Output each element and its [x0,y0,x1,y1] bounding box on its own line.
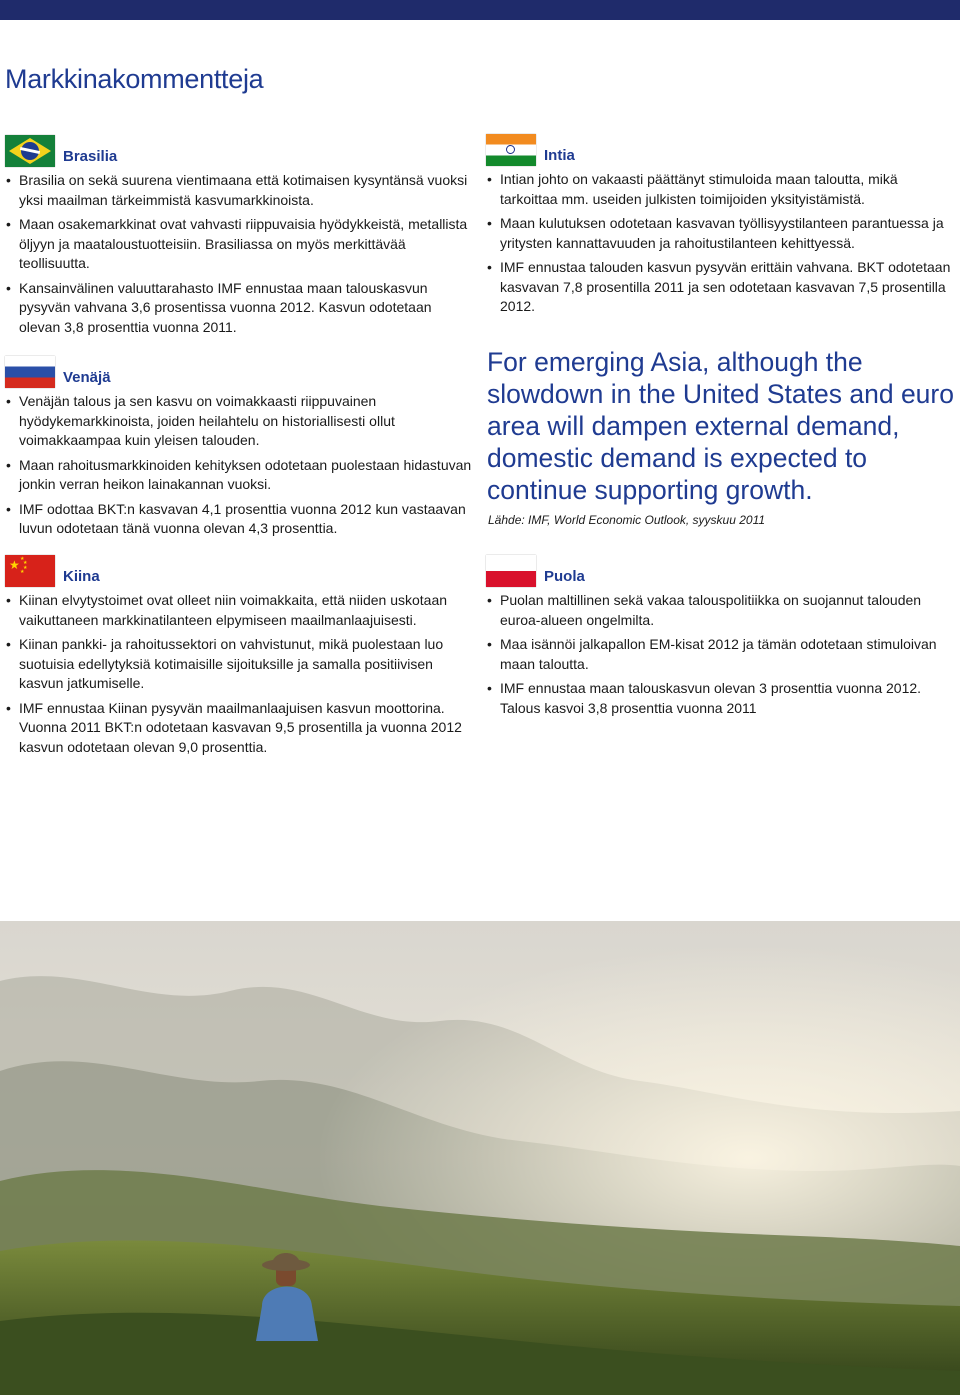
list-item: • Kansainvälinen valuuttarahasto IMF ennustaa maan talouskasvun pysyvän vahvana 3,6 prosentissa vuonna 2012. Kasvun odotetaan olevan 3,8 prosenttia vuonna 2011. [5,279,473,338]
list-item: • Maan rahoitusmarkkinoiden kehityksen odotetaan puolestaan hidastuvan jonkin verran heikon lainakannan vuoksi. [5,456,473,495]
bullet-list-china [5,591,473,757]
india-flag-icon [486,134,536,166]
country-heading-poland: Puola [544,568,585,585]
country-section-russia [5,356,473,544]
list-item: • IMF ennustaa Kiinan pysyvän maailmanlaajuisen kasvun moottorina. Vuonna 2011 BKT:n odotetaan kasvavan 9,5 prosentilla ja vuonna 2012 kasvun odotetaan olevan 9,0 prosenttia. [5,699,473,758]
russia-flag-icon [5,356,55,388]
list-item: • Maan kulutuksen odotetaan kasvavan työllisyystilanteen parantuessa ja yritysten kannattavuuden ja rahoitustilanteen kehittyessä. [486,214,957,253]
landscape-photo [0,921,960,1395]
list-item: • Puolan maltillinen sekä vakaa talouspolitiikka on suojannut talouden euroa-alueen ongelmilta. [486,591,957,630]
list-item: • IMF ennustaa talouden kasvun pysyvän erittäin vahvana. BKT odotetaan kasvavan 7,8 prosentilla 2011 ja sen odotetaan kasvavan 7,5 prosentilla 2012. [486,258,957,317]
bullet-list-poland [486,591,957,718]
country-section-china [5,555,473,762]
list-item: • Maa isännöi jalkapallon EM-kisat 2012 ja tämän odotetaan stimuloivan maan taloutta. [486,635,957,674]
country-section-india [486,134,957,322]
poland-flag-icon [486,555,536,587]
list-item: • Kiinan elvytystoimet ovat olleet niin voimakkaita, että niiden uskotaan vaikuttaneen markkinatilanteen elpymiseen maailmanlaajuisesti. [5,591,473,630]
brazil-flag-icon [5,135,55,167]
list-item: • Kiinan pankki- ja rahoitussektori on vahvistunut, mikä puolestaan luo suotuisia edellytyksiä kotimaisille sijoituksille ja samalla positiivisen kasvun jatkumiselle. [5,635,473,694]
top-bar [0,0,960,20]
page-title: Markkinakommentteja [5,64,264,94]
bullet-list-brazil [5,171,473,337]
country-heading-brazil: Brasilia [63,148,118,165]
list-item: • Maan osakemarkkinat ovat vahvasti riippuvaisia hyödykkeistä, metallista öljyyn ja maataloustuotteisiin. Brasiliassa on myös merkittävää teollisuutta. [5,215,473,274]
list-item: • IMF odottaa BKT:n kasvavan 4,1 prosenttia vuonna 2012 kun vastaavan luvun odotetaan tänä vuonna olevan 4,3 prosenttia. [5,500,473,539]
farmer-figure [256,1253,318,1341]
country-section-poland [486,555,957,723]
china-flag-icon: ★ ★ ★ ★ ★ [5,555,55,587]
list-item: • Brasilia on sekä suurena vientimaana että kotimaisen kysyntänsä vuoksi yksi maailman tärkeimmistä kasvumarkkinoista. [5,171,473,210]
country-heading-india: Intia [544,147,575,164]
bullet-list-india [486,170,957,317]
bullet-list-russia [5,392,473,539]
country-heading-russia: Venäjä [63,369,111,386]
country-section-brazil [5,135,473,342]
pull-quote: For emerging Asia, although the slowdown in the United States and euro area will dampen external demand, domestic demand is expected to continue supporting growth. [487,347,954,505]
list-item: • IMF ennustaa maan talouskasvun olevan 3 prosenttia vuonna 2012. Talous kasvoi 3,8 prosenttia vuonna 2011 [486,679,957,718]
list-item: • Intian johto on vakaasti päättänyt stimuloida maan taloutta, mikä tarkoittaa mm. useiden julkisten toimijoiden yksityistämistä. [486,170,957,209]
quote-source: Lähde: IMF, World Economic Outlook, syyskuu 2011 [488,513,766,527]
country-heading-china: Kiina [63,568,100,585]
list-item: • Venäjän talous ja sen kasvu on voimakkaasti riippuvainen hyödykemarkkinoista, joiden heilahtelu on historiallisesti ollut voimakkaampaa kuin yleisen talouden. [5,392,473,451]
